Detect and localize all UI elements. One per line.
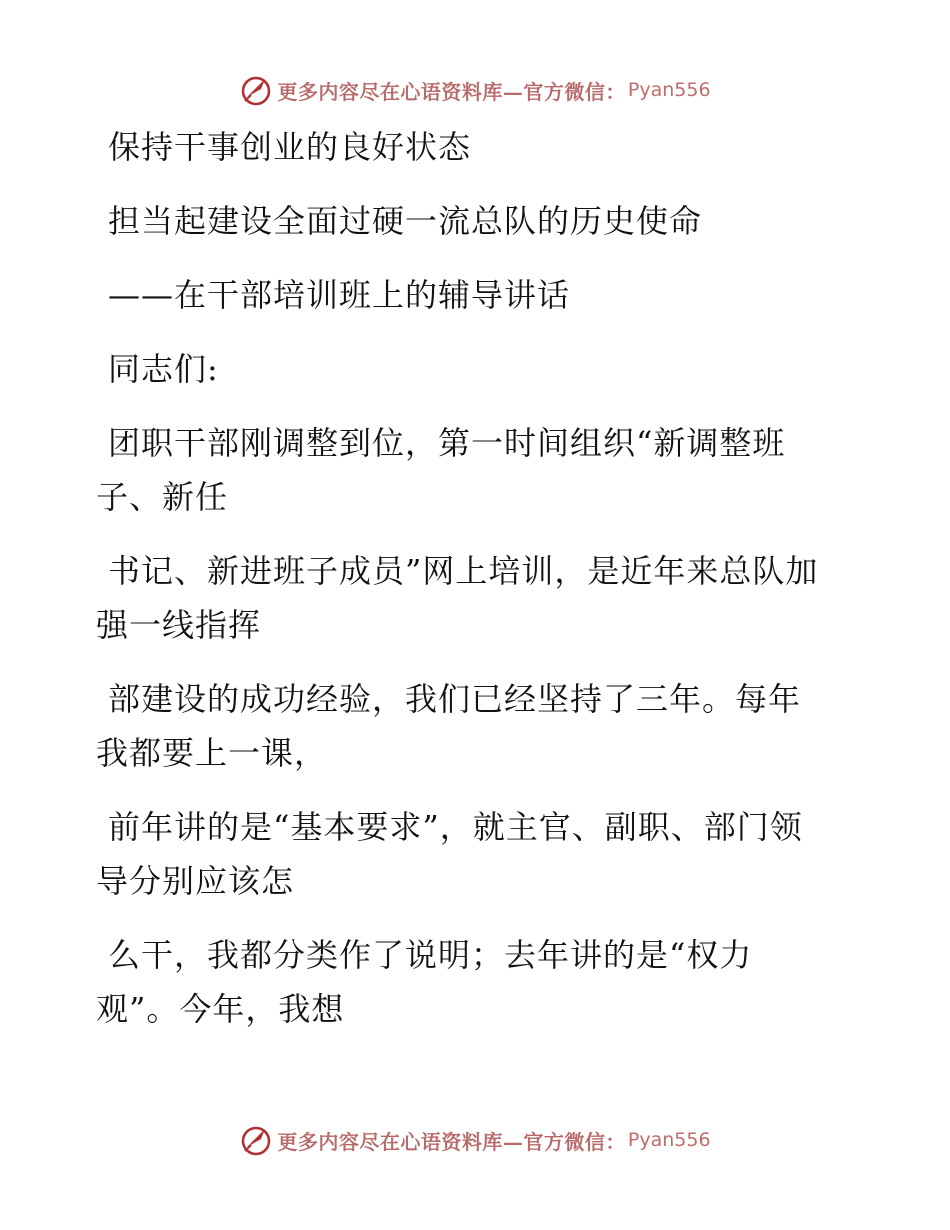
footer-wechat-id: Pyan556: [627, 1129, 711, 1151]
quill-logo-icon: [239, 73, 273, 107]
header-wechat-id: Pyan556: [627, 79, 711, 101]
document-body: [96, 120, 831, 1036]
footer-wechat-label: 官方微信：: [523, 1129, 626, 1154]
document-title-line-2: 担当起建设全面过硬一流总队的历史使命: [108, 202, 703, 240]
paragraph-line: 么干，我都分类作了说明；去年讲的是“权力观”。今年，我想: [96, 936, 753, 1028]
document-salutation: 同志们:: [108, 350, 219, 388]
paragraph-line: 书记、新进班子成员”网上培训，是近年来总队加强一线指挥: [96, 552, 819, 644]
paragraph-line: 部建设的成功经验，我们已经坚持了三年。每年我都要上一课，: [96, 680, 802, 772]
paragraph-line: 团职干部刚调整到位，第一时间组织“新调整班子、新任: [96, 424, 786, 516]
header-wechat-label: 官方微信：: [523, 79, 626, 104]
footer-banner: [0, 1120, 950, 1160]
header-promo-text: 更多内容尽在心语资料库—: [277, 79, 524, 104]
footer-promo-text: 更多内容尽在心语资料库—: [277, 1129, 524, 1154]
header-banner: [0, 70, 950, 110]
paragraph-line: 前年讲的是“基本要求”，就主官、副职、部门领导分别应该怎: [96, 808, 803, 900]
quill-logo-icon: [239, 1123, 273, 1157]
document-title-line-1: 保持干事创业的良好状态: [108, 128, 472, 166]
document-subtitle: ——在干部培训班上的辅导讲话: [108, 276, 571, 314]
